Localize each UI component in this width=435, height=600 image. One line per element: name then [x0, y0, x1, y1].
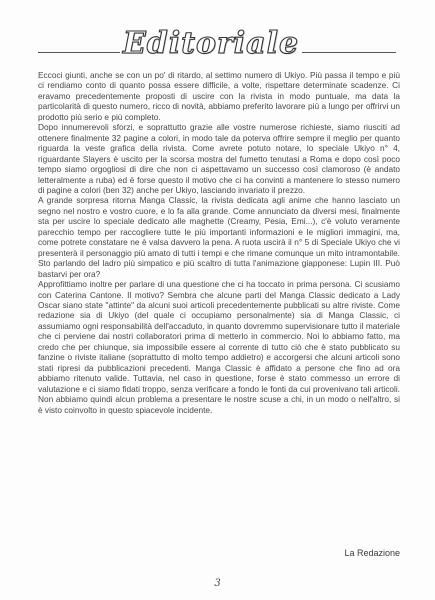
paragraph: Eccoci giunti, anche se con un po' di ritardo, al settimo numero di Ukiyo. Più passa il tempo e più ci rendiamo conto di quanto possa essere difficile, a volte, rispettare determinate scadenze. Ci eravamo precedentemente proposti di uscire con la rivista in modo puntuale, ma data la particolarità di questo numero, ricco di novità, abbiamo preferito lavorare più a lungo per offrirvi un prodotto più serio e più completo. — [38, 70, 400, 122]
paragraph: Dopo innumerevoli sforzi, e soprattutto grazie alle vostre numerose richieste, siamo riusciti ad ottenere finalmente 32 pagine a colori, in modo tale da poterva offrire sempre il meglio per quanto riguarda la veste grafica della rivista. Come avrete potuto notare, lo speciale Ukiyo n° 4, riguardante Slayers è uscito per la scorsa mostra del fumetto tenutasi a Roma e dopo così poco tempo siamo orgogliosi di dire che non ci aspettavamo un successo così clamoroso (è andato letteralmente a ruba) ed è forse questo il motivo che ci ha convinti a mantenere lo stesso numero di pagine a colori (ben 32) anche per Ukiyo, lasciando invariato il prezzo. — [38, 122, 400, 195]
editorial-header — [0, 22, 435, 68]
title-rule-right — [302, 52, 396, 53]
title-rule-left — [38, 52, 120, 53]
paragraph: A grande sorpresa ritorna Manga Classic, la rivista dedicata agli anime che hanno lasciato un segno nel nostro e vostro cuore, e lo fa alla grande. Come annunciato da diversi mesi, finalmente sta per uscire lo speciale dedicato alle maghette (Creamy, Pesia, Emi...), c'è voluto veramente parecchio tempo per raccogliere tutte le più importanti informazioni e le migliori immagini, ma, come potrete constatare ne è valsa davvero la pena. A ruota uscirà il n° 5 di Speciale Ukiyo che vi presenterà il personaggio più amato di tutti i tempi e che rimane comunque un mito intramontabile. Sto parlando del ladro più simpatico e più scaltro di tutta l'animazione giapponese: Lupin III. Può bastarvi per ora? — [38, 195, 400, 279]
page-number: 3 — [214, 578, 221, 589]
paragraph: Approfittiamo inoltre per parlare di una questione che ci ha toccato in prima persona. Ci scusiamo con Caterina Cantone. Il motivo? Sembra che alcune parti del Manga Classic dedicato a Lady Oscar siano state "attinte" da alcuni suoi articoli precedentemente pubblicati su altre riviste. Come redazione sia di Ukiyo (del quale ci occupiamo personalmente) sia di Manga Classic, ci assumiamo ogni responsabilità dell'accaduto, in quanto dovremmo supervisionare tutto il materiale che ci perviene dai nostri collaboratori prima di metterlo in commercio. Noi lo abbiamo fatto, ma credo che per chiunque, sia impossibile essere al corrente di tutto ciò che è stato pubblicato su fanzine o riviste italiane (soprattutto di molto tempo addietro) e accorgersi che alcuni articoli sono stati ripresi da pubblicazioni precedenti. Manga Classic è affidato a persone che fino ad ora abbiamo ritenuto valide. Tuttavia, nel caso in questione, forse è stato commesso un errore di valutazione e ci siamo fidati troppo, senza verificare a fondo le fonti da cui provenivano tali articoli. Non abbiamo quindi alcun problema a presentare le nostre scuse a chi, in un modo o nell'altro, si è visto coinvolto in questo spiacevole incidente. — [38, 279, 400, 415]
page-title: Editoriale — [122, 26, 300, 61]
signature: La Redazione — [344, 548, 400, 558]
editorial-body — [38, 70, 400, 415]
